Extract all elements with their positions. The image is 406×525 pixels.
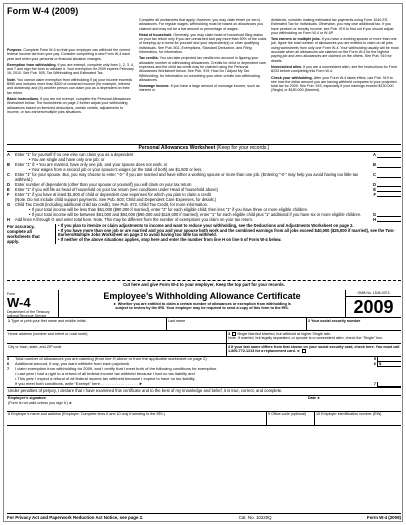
worksheet-lines xyxy=(7,153,401,244)
accuracy-instruction-text: • If you plan to itemize or claim adjustments to income and want to reduce your withholding, see the Deductions and Adjustments Worksheet on page 2. xyxy=(58,222,354,228)
certificate-line-text: I claim exemption from withholding for 2009, and I certify that I meet both of the following conditions for exemption. xyxy=(15,366,218,371)
employer-name-address-field[interactable]: 8 Employer’s name and address (Employer: Complete lines 8 and 10 only if sending to the IRS.) xyxy=(7,412,267,425)
line-letter: B xyxy=(7,162,10,167)
instruction-paragraph xyxy=(7,78,135,95)
home-address-field[interactable]: Home address (number and street or rural route) xyxy=(7,331,227,343)
privacy-notice: For Privacy Act and Paperwork Reduction Act Notice, see page 2. xyxy=(7,515,144,520)
line-letter: H xyxy=(7,216,10,222)
form-title: Form W-4 (2009) xyxy=(7,6,79,16)
certificate-title: Employee’s Withholding Allowance Certificate xyxy=(103,291,301,301)
instruction-paragraph xyxy=(7,97,135,114)
cut-line: Cut here and give Form W-4 to your employer. Keep the top part for your records. xyxy=(7,280,401,287)
instructions xyxy=(7,18,401,142)
line-text: Add lines A through G and enter total here. Note. This may be different from the number of exemptions you claim on your tax return. xyxy=(15,216,254,222)
instructions-column-3 xyxy=(271,18,399,95)
form-id-block xyxy=(7,290,59,317)
line-box-letter: G xyxy=(372,211,376,217)
line-text: Enter number of dependents (other than your spouse or yourself) you will claim on your tax return xyxy=(15,181,192,187)
line-entry-field xyxy=(377,208,401,213)
line-text: • If your total income will be between $61,000 and $84,000 ($90,000 and $119,000 if married), enter “1” for each eligible child plus “1” additional if you have six or more eligible children. xyxy=(29,211,362,217)
certificate-line-text: If you meet both conditions, write “Exempt” here . . . . . . . . . . . . . . . . . ► xyxy=(15,381,143,386)
first-name-field[interactable]: 1 Type or print your first name and middle initial. xyxy=(7,318,167,330)
omb-number: OMB No. 1545-0074 xyxy=(346,290,401,297)
instructions-column-2 xyxy=(139,18,267,95)
line-text: Enter “1” for your spouse. But, you may choose to enter “-0-” if you are married and have either a working spouse or more than one job. (Entering “-0-” may help you avoid having too little tax withheld.) xyxy=(15,172,359,182)
certificate-line-text: • Last year I had a right to a refund of all federal income tax withheld because I had no tax liability and xyxy=(15,371,195,376)
line-entry-field[interactable] xyxy=(377,183,401,188)
certificate-amount-field[interactable] xyxy=(377,382,401,387)
certificate-title-block xyxy=(59,290,345,317)
worksheet-header xyxy=(7,144,401,152)
instruction-heading: Purpose. xyxy=(7,48,24,52)
certificate-subtitle-1: ► Whether you are entitled to claim a certain number of allowances or exemption from withholding is xyxy=(113,302,291,306)
ein-field[interactable]: 10 Employer identification number (EIN) xyxy=(316,412,382,417)
catalog-number: Cat. No. 10220Q xyxy=(238,515,272,520)
line-letter: G xyxy=(7,201,11,207)
instruction-text: If you are exempt, complete only lines 1, 2, 3, 4, and 7 and sign the form to validate it. Your exemption for 2009 expires February 16, 2010. See Pub. 505, Tax Withholding and Estimated Tax. xyxy=(7,62,134,76)
row-address-status xyxy=(7,331,401,344)
line-box-letter: A xyxy=(373,152,376,157)
instruction-heading: Tax credits. xyxy=(139,56,160,61)
line-text: Enter “1” if you will file as head of household on your tax return (see conditions under Head of household above) xyxy=(15,186,218,192)
row-employer xyxy=(7,412,401,426)
certificate-line-text: Additional amount, if any, you want withheld from each paycheck xyxy=(15,361,130,366)
line-letter: C xyxy=(7,172,10,177)
line-entry-field[interactable] xyxy=(377,188,401,193)
form-name: W-4 xyxy=(7,295,31,310)
instruction-text: Generally, you may claim head of household filing status on your tax return only if you are unmarried and pay more than 50% of the costs of keeping up a home for yourself and your dependent(s) or other qualifying individuals. See Pub. 501, Exemptions, Standard Deduction, and Filing Information, for information. xyxy=(139,32,267,55)
employee-signature-field[interactable]: Employee’s signature (Form is not valid unless you sign it.) ► xyxy=(8,396,73,405)
instruction-paragraph xyxy=(271,76,399,93)
line-entry-field[interactable] xyxy=(377,153,401,158)
instruction-heading: Check your withholding. xyxy=(271,75,314,80)
department-label: Department of the Treasury Internal Revenue Service xyxy=(7,310,50,318)
instruction-text: You can take projected tax credits into account in figuring your allowable number of withholding allowances. Credits for child or dependent care expenses and the child tax credit may be claimed using the Personal Allowances Worksheet below. See Pub. 919, How Do I Adjust My Tax Withholding, for information on converting your other credits into withholding allowances. xyxy=(139,56,267,82)
line-entry-field[interactable] xyxy=(377,218,401,223)
instruction-text: You cannot claim exemption from withholding if (a) your income exceeds $950 and includes more than $300 of unearned income (for example, interest and dividends) and (b) another person can claim you as a dependent on their tax return. xyxy=(7,77,133,95)
line-letter: A xyxy=(7,152,10,157)
instruction-text: dividends, consider making estimated tax payments using Form 1040-ES, Estimated Tax for Individuals. Otherwise, you may owe additional tax. If you have pension or annuity income, see Pub. 919 to find out if you should adjust your withholding on Form W-4 or W-4P. xyxy=(271,18,394,35)
certificate-lines xyxy=(7,357,401,388)
instruction-paragraph xyxy=(271,37,399,63)
line-text: • If your total income will be less than $61,000 ($90,000 if married), enter “2” for each eligible child; then less “1” if you have three or more eligible children. xyxy=(29,206,309,212)
certificate-line-box: 6 xyxy=(373,361,376,366)
line-letter: E xyxy=(7,186,10,192)
worksheet-line xyxy=(7,218,401,223)
line-box-letter: C xyxy=(373,172,376,177)
instruction-text: If you have a working spouse or more than one job, figure the total number of allowances you are entitled to claim on all jobs using worksheets from only one Form W-4. Your withholding usually will be most accurate when all allowances are claimed on the Form W-4 for the highest paying job and zero allowances are claimed on the others. See Pub. 919 for details. xyxy=(271,37,399,63)
office-code-field[interactable]: 9 Office code (optional) xyxy=(267,412,315,425)
certificate xyxy=(7,290,401,502)
line-entry-field xyxy=(377,168,401,173)
accuracy-instruction-line xyxy=(58,238,401,243)
accuracy-instruction-text: • If you have more than one job or are married and you and your spouse both work and the combined earnings from all jobs exceed $40,000 ($25,000 if married), see the Two-Earners/Multiple Jobs Worksheet on page 2 to avoid having too little tax withheld. xyxy=(58,227,395,238)
line-letter: D xyxy=(7,181,10,187)
line-entry-field[interactable] xyxy=(377,193,401,198)
accuracy-note: For accuracy, complete all worksheets that apply. xyxy=(7,223,40,244)
ssn-field[interactable]: 2 Your social security number xyxy=(308,318,361,323)
instruction-paragraph xyxy=(139,84,267,93)
tax-year: 2009 xyxy=(353,297,394,317)
line-letter: F xyxy=(7,191,10,197)
signature-date-field[interactable]: Date ► xyxy=(308,396,321,401)
certificate-subtitle-2: subject to review by the IRS. Your employer may be required to send a copy of this form to the IRS. xyxy=(115,306,289,311)
filing-status-field: 3 Single Married Married, but withhold at higher Single rate. Note. If married, but legally separated, or spouse is a nonresident alien, check the “Single” box. xyxy=(227,331,401,343)
instruction-heading: Head of household. xyxy=(139,32,174,37)
instruction-paragraph xyxy=(271,65,399,74)
line-entry-field[interactable] xyxy=(377,163,401,168)
instruction-text: After your Form W-4 takes effect, use Pub. 919 to see how the dollar amount you are having withheld compares to your projected total tax for 2009. See Pub. 919, especially if your earnings exceed $130,000 (Single) or $180,000 (Married). xyxy=(271,75,397,93)
instruction-text: If you are not exempt, complete the Personal Allowances Worksheet below. The worksheets on page 2 further adjust your withholding allowances based on itemized deductions, certain credits, adjustments to income, or two-earners/multiple jobs situations. xyxy=(7,96,131,114)
worksheet-keep-note: (Keep for your records.) xyxy=(216,145,270,151)
line-entry-field[interactable] xyxy=(377,173,401,178)
city-state-zip-field[interactable]: City or town, state, and ZIP code xyxy=(7,344,227,356)
filing-status-note: Note. If married, but legally separated, or spouse is a nonresident alien, check the “Single” box. xyxy=(228,335,384,340)
instruction-paragraph xyxy=(7,63,135,76)
form-page xyxy=(3,3,403,522)
certificate-line-number: 7 xyxy=(7,366,10,371)
line-entry-field xyxy=(377,158,401,163)
line-entry-field[interactable] xyxy=(377,213,401,218)
line-box-letter: F xyxy=(373,191,376,197)
line-box-letter: E xyxy=(373,186,376,192)
line-text: (Note. Do not include child support payments. See Pub. 503, Child and Dependent Care Expenses, for details.) xyxy=(15,196,217,202)
line-text: • Your wages from a second job or your spouse’s wages (or the total of both) are $1,500 or less. xyxy=(29,167,203,172)
worksheet-line-list xyxy=(7,153,401,223)
instruction-text: Complete all worksheets that apply. However, you may claim fewer (or zero) allowances. For regular wages, withholding must be based on allowances you claimed and may not be a flat amount or percentage of wages. xyxy=(139,18,263,31)
instruction-heading: Basic instructions. xyxy=(7,96,41,101)
instruction-paragraph xyxy=(139,56,267,82)
certificate-line-text: Total number of allowances you are claiming (from line H above or from the applicable worksheet on page 2) xyxy=(15,356,207,361)
line-entry-field xyxy=(377,203,401,208)
instruction-heading: Nonwage income. xyxy=(139,84,171,89)
certificate-line-box: 7 xyxy=(373,381,376,386)
instruction-heading: Exemption from withholding. xyxy=(7,62,58,67)
line-box-letter: H xyxy=(373,216,376,222)
accuracy-instructions xyxy=(55,224,401,244)
line-entry-field xyxy=(377,198,401,203)
instruction-text: If you are a nonresident alien, see the Instructions for Form 8233 before completing this Form W-4. xyxy=(271,64,398,74)
row-name-ssn xyxy=(7,318,401,331)
certificate-amount-field[interactable]: $ xyxy=(377,362,401,367)
footer-form-id: Form W-4 (2009) xyxy=(366,515,401,520)
instruction-paragraph xyxy=(7,48,135,61)
instruction-heading: Note. xyxy=(7,77,17,82)
instruction-heading: Two earners or multiple jobs. xyxy=(271,37,322,42)
row-signature xyxy=(7,396,401,412)
instruction-text: If you have a large amount of nonwage income, such as interest or xyxy=(139,84,260,93)
certificate-line-text: • This year I expect a refund of all federal income tax withheld because I expect to have no tax liability. xyxy=(15,376,196,381)
certificate-line xyxy=(7,382,401,387)
instruction-paragraph xyxy=(271,18,399,35)
name-change-field: 4 If your last name differs from that shown on your social security card, check here. You must call 1-800-772-1213 for a replacement card. ► xyxy=(228,344,400,353)
page-footer xyxy=(7,513,401,520)
certificate-line-number: 6 xyxy=(7,361,10,366)
instructions-column-1 xyxy=(7,48,135,116)
line-text: Child Tax Credit (including additional child tax credit). See Pub. 972, Child Tax Credit, for more information. xyxy=(15,201,209,207)
instruction-paragraph xyxy=(139,18,267,31)
single-checkbox[interactable] xyxy=(232,332,236,336)
accuracy-instruction-text: • If neither of the above situations applies, stop here and enter the number from line H on line 5 of Form W-4 below. xyxy=(58,237,282,243)
line-box-letter: D xyxy=(373,181,376,187)
certificate-line-number: 5 xyxy=(7,356,10,361)
form-label: Form xyxy=(7,292,16,296)
line-box-letter: B xyxy=(373,162,376,167)
certificate-header xyxy=(7,290,401,318)
instruction-text: Complete Form W-4 so that your employer can withhold the correct federal income tax from your pay. Consider completing a new Form W-4 each year and when your personal or financial situation changes. xyxy=(7,48,131,61)
worksheet-title: Personal Allowances Worksheet xyxy=(138,145,216,151)
worksheet-note-box xyxy=(7,224,401,244)
certificate-line-box: 5 xyxy=(373,356,376,361)
name-change-checkbox[interactable] xyxy=(302,349,306,353)
line-text: • You are single and have only one job; or xyxy=(29,157,105,162)
omb-year-block xyxy=(345,290,401,317)
line-text: Enter “1” for yourself if no one else can claim you as a dependent xyxy=(15,152,134,157)
perjury-statement: Under penalties of perjury, I declare that I have examined this certificate and to the best of my knowledge and belief, it is true, correct, and complete. xyxy=(7,388,401,396)
line-text: Enter “1” if: • You are married, have only one job, and your spouse does not work; or xyxy=(15,162,168,167)
instruction-heading: Nonresident alien. xyxy=(271,64,304,69)
last-name-field[interactable]: Last name xyxy=(167,318,307,330)
instruction-paragraph xyxy=(139,33,267,54)
line-text: Enter “1” if you have at least $1,800 of child or dependent care expenses for which you plan to claim a credit xyxy=(15,191,211,197)
filing-status-options: Single Married Married, but withhold at higher Single rate. xyxy=(237,331,332,336)
